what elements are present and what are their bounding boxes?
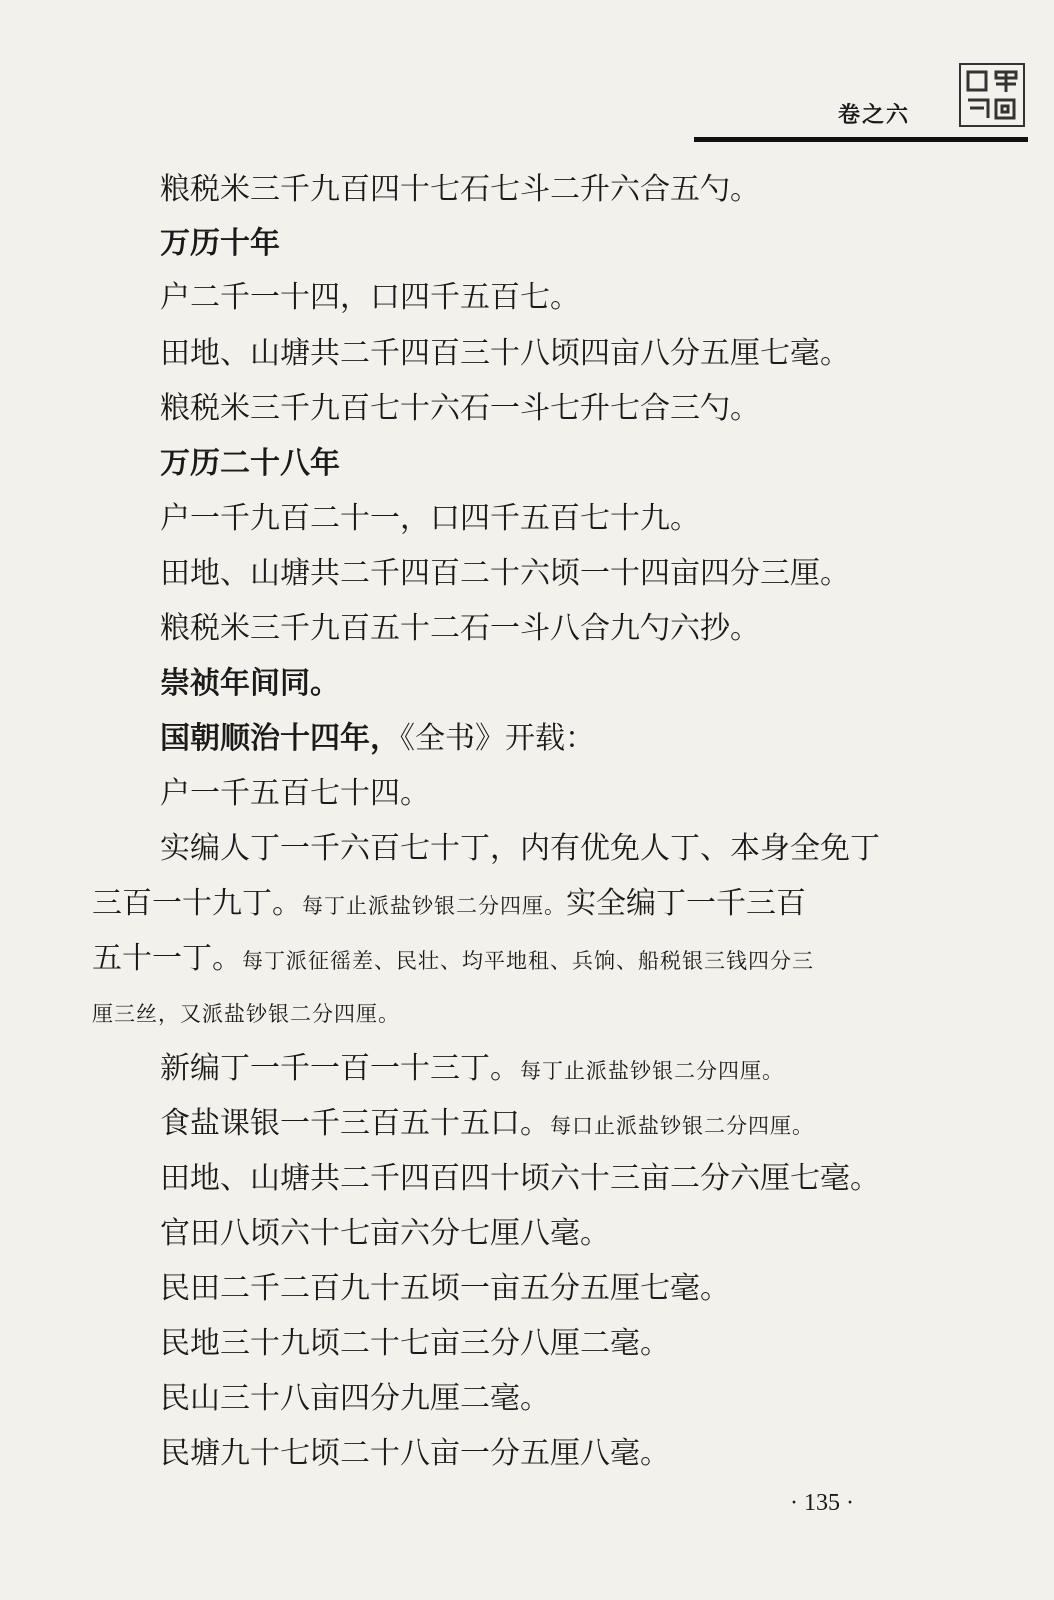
mixed-line xyxy=(160,1049,784,1091)
annotation-note: 每丁派征徭差、民壮、均平地租、兵饷、船税银三钱四分三 xyxy=(242,949,814,973)
annotation-note: 厘三丝，又派盐钞银二分四厘。 xyxy=(92,1002,400,1026)
text-line: 民山三十八亩四分九厘二毫。 xyxy=(160,1381,550,1416)
text-line: 田地、山塘共二千四百二十六顷一十四亩四分三厘。 xyxy=(160,556,850,591)
text-line: 民塘九十七顷二十八亩一分五厘八毫。 xyxy=(160,1436,670,1471)
annotation-note: 每口止派盐钞银二分四厘。 xyxy=(550,1114,814,1138)
section-heading: 万历十年 xyxy=(160,226,280,261)
text-line: 官田八顷六十七亩六分七厘八毫。 xyxy=(160,1216,610,1251)
text-fragment: 实全编丁一千三百 xyxy=(566,886,806,921)
text-line: 田地、山塘共二千四百四十顷六十三亩二分六厘七毫。 xyxy=(160,1161,880,1196)
seal-icon xyxy=(958,62,1026,128)
text-line: 民地三十九顷二十七亩三分八厘二毫。 xyxy=(160,1326,670,1361)
mixed-line xyxy=(92,884,806,926)
chapter-title: 卷之六 xyxy=(838,103,911,128)
page-number: · 135 · xyxy=(790,1490,854,1516)
text-line: 户二千一十四，口四千五百七。 xyxy=(160,280,580,315)
text-fragment: 五十一丁。 xyxy=(92,941,242,976)
text-fragment: 《全书》开载： xyxy=(400,721,595,756)
text-line: 实编人丁一千六百七十丁，内有优免人丁、本身全免丁 xyxy=(160,831,880,866)
text-line: 粮税米三千九百五十二石一斗八合九勺六抄。 xyxy=(160,611,760,646)
text-line: 田地、山塘共二千四百三十八顷四亩八分五厘七毫。 xyxy=(160,336,850,371)
annotation-note: 每丁止派盐钞银二分四厘。 xyxy=(520,1059,784,1083)
text-line: 民田二千二百九十五顷一亩五分五厘七毫。 xyxy=(160,1271,730,1306)
text-fragment: 三百一十九丁。 xyxy=(92,886,302,921)
text-fragment: 食盐课银一千三百五十五口。 xyxy=(160,1106,550,1141)
text-fragment: 新编丁一千一百一十三丁。 xyxy=(160,1051,520,1086)
text-line: 粮税米三千九百四十七石七斗二升六合五勺。 xyxy=(160,172,760,207)
text-line: 户一千九百二十一，口四千五百七十九。 xyxy=(160,501,700,536)
mixed-line xyxy=(160,1104,814,1146)
section-heading: 国朝顺治十四年， xyxy=(160,721,400,756)
text-line: 粮税米三千九百七十六石一斗七升七合三勺。 xyxy=(160,391,760,426)
text-line: 户一千五百七十四。 xyxy=(160,776,430,811)
section-heading: 万历二十八年 xyxy=(160,446,340,481)
annotation-note: 每丁止派盐钞银二分四厘。 xyxy=(302,894,566,918)
mixed-line xyxy=(92,939,814,981)
header-rule xyxy=(694,137,1028,142)
section-heading: 崇祯年间同。 xyxy=(160,666,340,701)
section-heading-line xyxy=(160,719,595,759)
